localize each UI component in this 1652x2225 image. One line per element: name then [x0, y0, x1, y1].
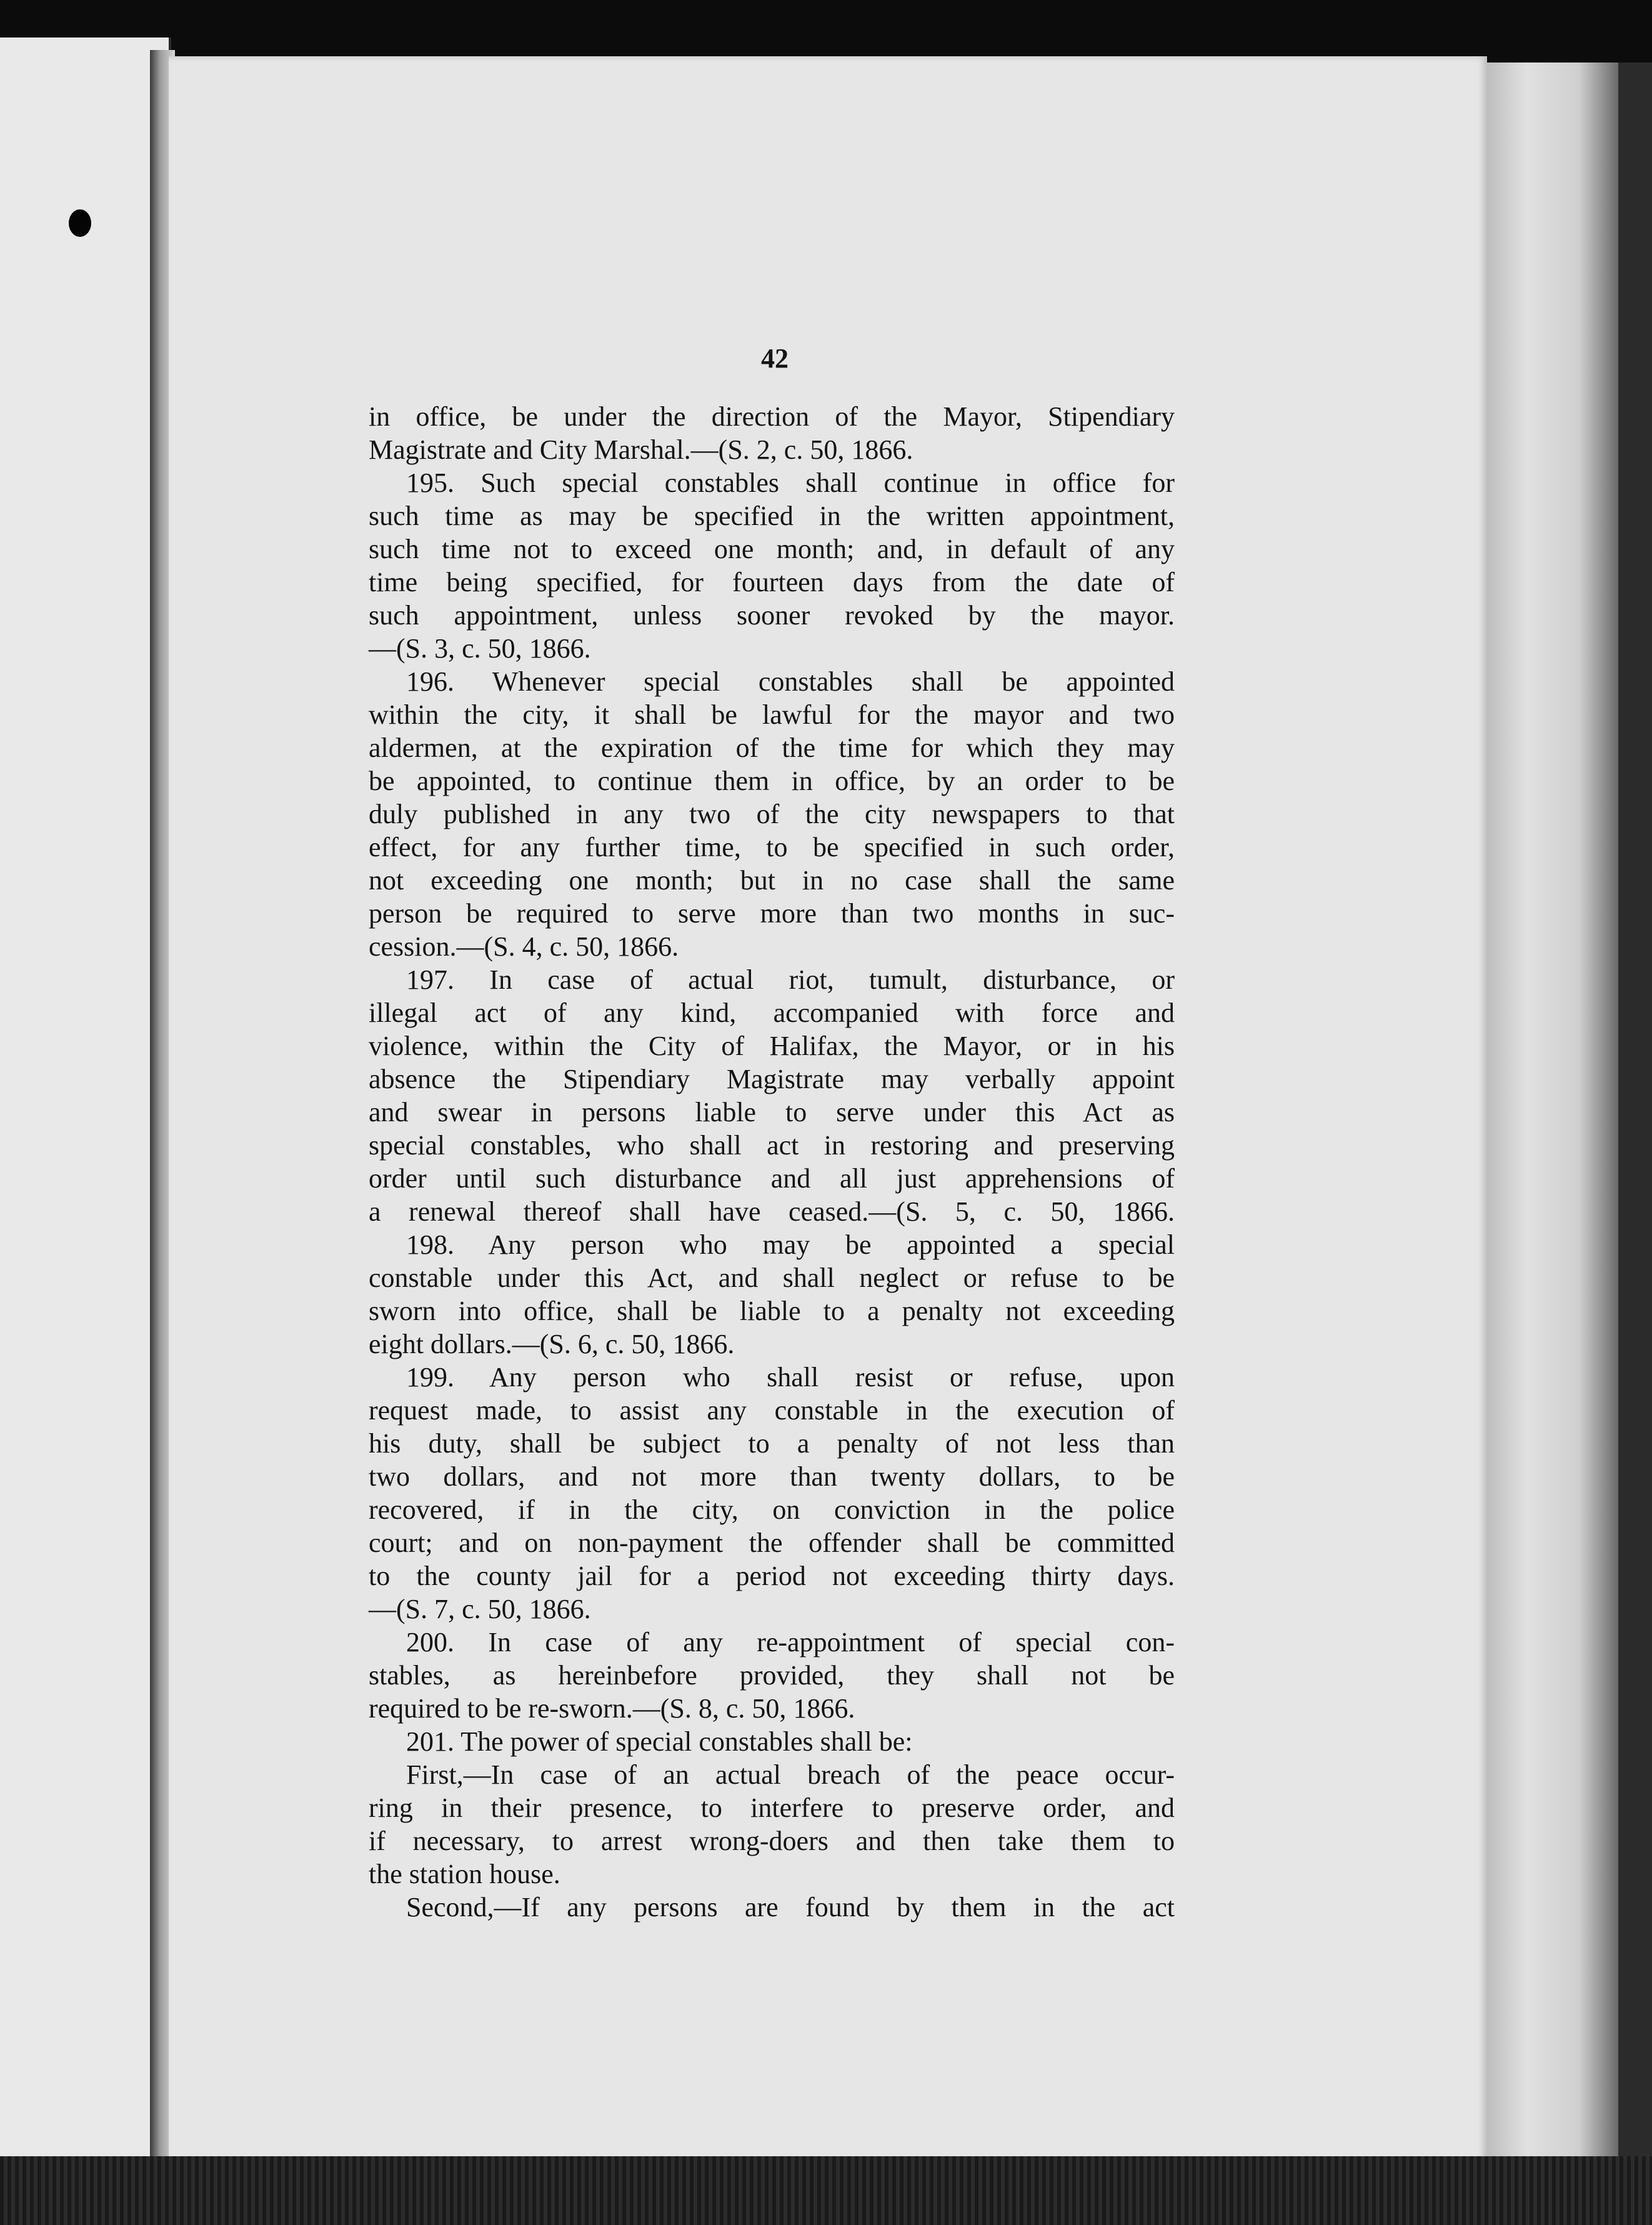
- page-number: 42: [761, 343, 789, 374]
- text-line: 201. The power of special constables shall be:: [406, 1726, 913, 1757]
- text-line: sworn into office, shall be liable to a penalty not exceeding: [369, 1296, 1175, 1326]
- text-line: and swear in persons liable to serve under this Act as: [369, 1097, 1175, 1128]
- text-line: not exceeding one month; but in no case shall the same: [369, 865, 1175, 896]
- text-line: 197. In case of actual riot, tumult, disturbance, or: [406, 964, 1175, 995]
- text-line: be appointed, to continue them in office, by an order to be: [369, 766, 1175, 796]
- text-line: —(S. 3, c. 50, 1866.: [369, 633, 591, 664]
- text-line: two dollars, and not more than twenty dollars, to be: [369, 1461, 1175, 1492]
- text-line: illegal act of any kind, accompanied with force and: [369, 998, 1175, 1028]
- text-line: in office, be under the direction of the Mayor, Stipendiary: [369, 401, 1175, 432]
- text-line: ring in their presence, to interfere to preserve order, and: [369, 1792, 1175, 1823]
- text-line: Second,—If any persons are found by them in the act: [406, 1892, 1175, 1922]
- text-line: aldermen, at the expiration of the time for which they may: [369, 732, 1175, 763]
- page-edge: [1487, 62, 1618, 2162]
- text-line: recovered, if in the city, on conviction in the police: [369, 1494, 1175, 1525]
- text-line: absence the Stipendiary Magistrate may verbally appoint: [369, 1064, 1175, 1094]
- text-line: constable under this Act, and shall neglect or refuse to be: [369, 1262, 1175, 1293]
- scan-background: [0, 2156, 1652, 2225]
- text-line: violence, within the City of Halifax, the Mayor, or in his: [369, 1031, 1175, 1061]
- text-line: request made, to assist any constable in the execution of: [369, 1395, 1175, 1426]
- text-line: his duty, shall be subject to a penalty of not less than: [369, 1428, 1175, 1459]
- text-line: person be required to serve more than two months in suc-: [369, 898, 1175, 929]
- text-line: 198. Any person who may be appointed a special: [406, 1229, 1175, 1260]
- text-line: 196. Whenever special constables shall be appointed: [406, 666, 1175, 697]
- text-line: duly published in any two of the city newspapers to that: [369, 799, 1175, 829]
- binding-hole-left: [69, 209, 91, 237]
- text-line: such time not to exceed one month; and, in default of any: [369, 534, 1175, 564]
- text-line: Magistrate and City Marshal.—(S. 2, c. 50, 1866.: [369, 434, 913, 465]
- text-line: if necessary, to arrest wrong-doers and then take them to: [369, 1826, 1175, 1856]
- text-line: required to be re-sworn.—(S. 8, c. 50, 1866.: [369, 1693, 855, 1724]
- text-line: First,—In case of an actual breach of the peace occur-: [406, 1759, 1175, 1790]
- text-line: stables, as hereinbefore provided, they shall not be: [369, 1660, 1175, 1691]
- text-line: effect, for any further time, to be specified in such order,: [369, 832, 1175, 862]
- text-line: special constables, who shall act in restoring and preserving: [369, 1130, 1175, 1161]
- text-line: within the city, it shall be lawful for the mayor and two: [369, 699, 1175, 730]
- text-line: 195. Such special constables shall continue in office for: [406, 468, 1175, 498]
- text-line: —(S. 7, c. 50, 1866.: [369, 1594, 591, 1624]
- text-line: a renewal thereof shall have ceased.—(S. 5, c. 50, 1866.: [369, 1196, 1175, 1227]
- text-line: the station house.: [369, 1859, 560, 1889]
- text-line: such appointment, unless sooner revoked by the mayor.: [369, 600, 1175, 631]
- text-line: cession.—(S. 4, c. 50, 1866.: [369, 931, 679, 962]
- text-line: eight dollars.—(S. 6, c. 50, 1866.: [369, 1329, 735, 1359]
- text-line: court; and on non-payment the offender shall be committed: [369, 1528, 1175, 1558]
- text-line: order until such disturbance and all just apprehensions of: [369, 1163, 1175, 1194]
- text-line: to the county jail for a period not exceeding thirty days.: [369, 1561, 1175, 1591]
- book-binding: [1618, 62, 1652, 2188]
- text-line: 200. In case of any re-appointment of special con-: [406, 1627, 1175, 1658]
- text-line: such time as may be specified in the written appointment,: [369, 501, 1175, 531]
- text-line: time being specified, for fourteen days from the date of: [369, 567, 1175, 598]
- page-text: [369, 400, 1175, 1924]
- text-line: 199. Any person who shall resist or refuse, upon: [406, 1362, 1175, 1392]
- facing-page: [0, 38, 171, 2162]
